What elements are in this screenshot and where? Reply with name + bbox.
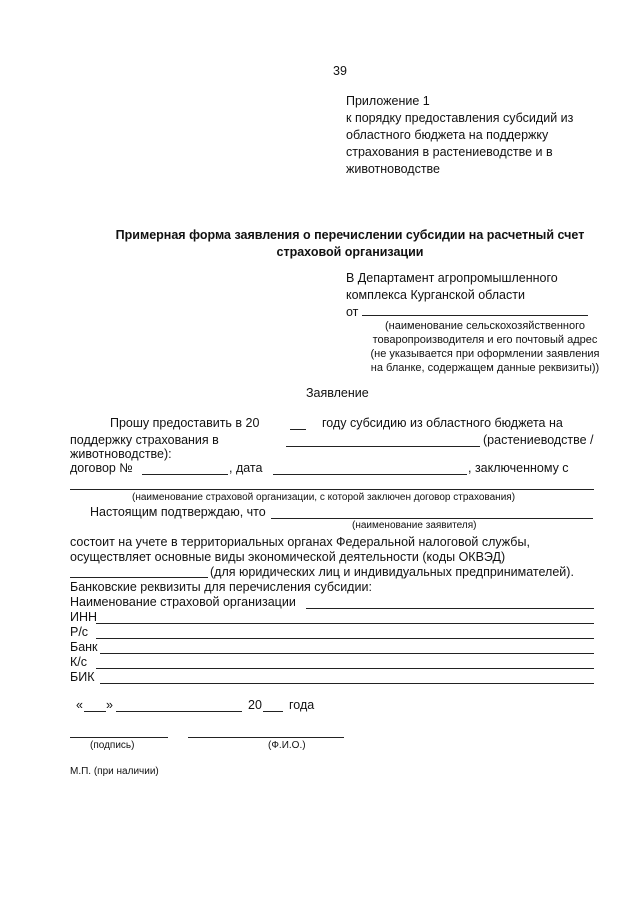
addressee-line: В Департамент агропромышленного: [346, 271, 558, 285]
inn-field-line[interactable]: [96, 623, 594, 624]
addressee-block: [346, 270, 558, 321]
contract-number-field-line[interactable]: [142, 474, 228, 475]
appendix-line: Приложение 1: [346, 94, 430, 108]
title-line: страховой организации: [276, 245, 424, 259]
from-label: от: [346, 305, 359, 319]
addressee-line: комплекса Курганской области: [346, 288, 525, 302]
bank-details-heading: Банковские реквизиты для перечисления субсидии:: [70, 580, 372, 594]
rs-label: Р/с: [70, 625, 89, 639]
confirm-label: Настоящим подтверждаю, что: [90, 505, 266, 519]
signature-field-line[interactable]: [70, 737, 168, 738]
bank-field-line[interactable]: [100, 653, 594, 654]
appendix-line: к порядку предоставления субсидий из: [346, 111, 574, 125]
date-year-word: года: [289, 698, 315, 712]
date-close-quote: »: [106, 698, 113, 712]
insurer-field-line[interactable]: [70, 489, 594, 490]
page-number: 39: [333, 64, 347, 78]
legal-entities-note: (для юридических лиц и индивидуальных предпринимателей).: [210, 565, 574, 579]
note-line: (не указывается при оформлении заявления: [370, 348, 600, 360]
okved-field-line[interactable]: [70, 577, 208, 578]
inn-label: ИНН: [70, 610, 98, 624]
from-field-line[interactable]: [362, 315, 588, 316]
fio-label: (Ф.И.О.): [268, 740, 306, 751]
date-year-prefix: 20: [248, 698, 262, 712]
appendix-line: областного бюджета на поддержку: [346, 128, 549, 142]
contract-label: договор №: [70, 461, 133, 475]
insurance-type-field-line[interactable]: [286, 446, 480, 447]
title-line: Примерная форма заявления о перечислении субсидии на расчетный счет: [115, 228, 585, 242]
insurer-name-label: Наименование страховой организации: [70, 595, 296, 609]
applicant-field-line[interactable]: [271, 518, 593, 519]
support-text-a: поддержку страхования в: [70, 433, 219, 447]
applicant-note: (наименование заявителя): [352, 520, 477, 531]
day-field-line[interactable]: [84, 711, 106, 712]
bik-label: БИК: [70, 670, 95, 684]
document-title: [100, 227, 600, 261]
statement-heading: Заявление: [306, 386, 369, 400]
year-suffix-field-line[interactable]: [263, 711, 283, 712]
signature-label: (подпись): [90, 740, 135, 751]
date-open-quote: «: [76, 698, 83, 712]
tax-registration-text: состоит на учете в территориальных органах Федеральной налоговой службы,: [70, 535, 530, 549]
livestock-text: животноводстве):: [70, 447, 172, 461]
insurer-name-field-line[interactable]: [306, 608, 594, 609]
bank-label: Банк: [70, 640, 98, 654]
support-text-b: (растениеводстве /: [483, 433, 594, 447]
note-line: товаропроизводителя и его почтовый адрес: [372, 334, 598, 346]
rs-field-line[interactable]: [96, 638, 594, 639]
date-label: , дата: [229, 461, 263, 475]
fio-field-line[interactable]: [188, 737, 344, 738]
concluded-label: , заключенному с: [468, 461, 569, 475]
request-text-a: Прошу предоставить в 20: [110, 416, 260, 430]
appendix-line: животноводстве: [346, 162, 441, 176]
note-line: на бланке, содержащем данные реквизиты)): [370, 362, 600, 374]
bik-field-line[interactable]: [100, 683, 594, 684]
appendix-line: страхования в растениеводстве и в: [346, 145, 553, 159]
month-field-line[interactable]: [116, 711, 242, 712]
stamp-label: М.П. (при наличии): [70, 766, 159, 777]
request-text-b: году субсидию из областного бюджета на: [322, 416, 563, 430]
addressee-note: [340, 319, 630, 375]
note-line: (наименование сельскохозяйственного: [385, 320, 585, 332]
year-field-line[interactable]: [290, 429, 306, 430]
contract-date-field-line[interactable]: [273, 474, 467, 475]
ks-label: К/с: [70, 655, 88, 669]
insurer-note: (наименование страховой организации, с которой заключен договор страхования): [132, 492, 516, 503]
appendix-block: [346, 93, 573, 178]
ks-field-line[interactable]: [96, 668, 594, 669]
okved-text: осуществляет основные виды экономической деятельности (коды ОКВЭД): [70, 550, 506, 564]
